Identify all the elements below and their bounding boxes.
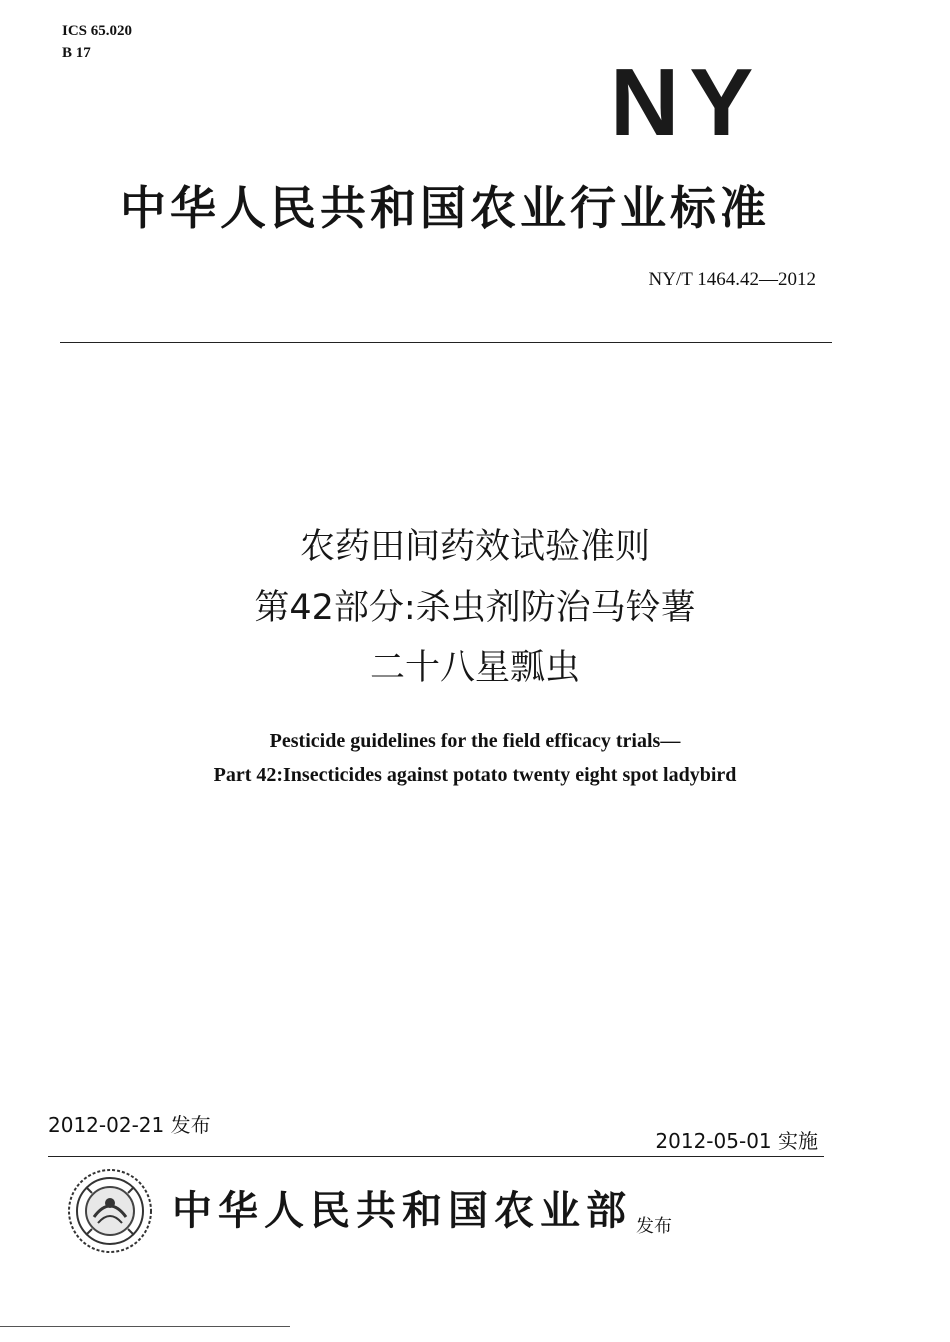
english-title-line-2: Part 42:Insecticides against potato twenty eight spot ladybird — [213, 764, 737, 786]
issue-date: 2012-02-21 发布 — [48, 1113, 211, 1137]
ministry-emblem-icon — [66, 1167, 154, 1255]
standard-title: 中华人民共和国农业行业标准 — [120, 181, 770, 235]
chinese-title-line-2: 第42部分:杀虫剂防治马铃薯 — [254, 588, 696, 628]
ny-logo: NY — [610, 49, 764, 156]
english-title-line-1: Pesticide guidelines for the field efficacy trials— — [269, 730, 681, 752]
standard-number: NY/T 1464.42—2012 — [648, 269, 816, 290]
ics-code: ICS 65.020 — [62, 23, 133, 39]
ccs-code: B 17 — [62, 45, 91, 61]
scan-edge-line — [0, 1326, 290, 1327]
bottom-divider — [48, 1156, 824, 1157]
ministry-name: 中华人民共和国农业部 — [172, 1187, 632, 1234]
chinese-title-line-1: 农药田间药效试验准则 — [299, 527, 650, 567]
top-divider — [60, 342, 832, 343]
implementation-date: 2012-05-01 实施 — [655, 1129, 818, 1153]
chinese-title-line-3: 二十八星瓢虫 — [369, 648, 580, 688]
publish-label: 发布 — [636, 1216, 672, 1237]
